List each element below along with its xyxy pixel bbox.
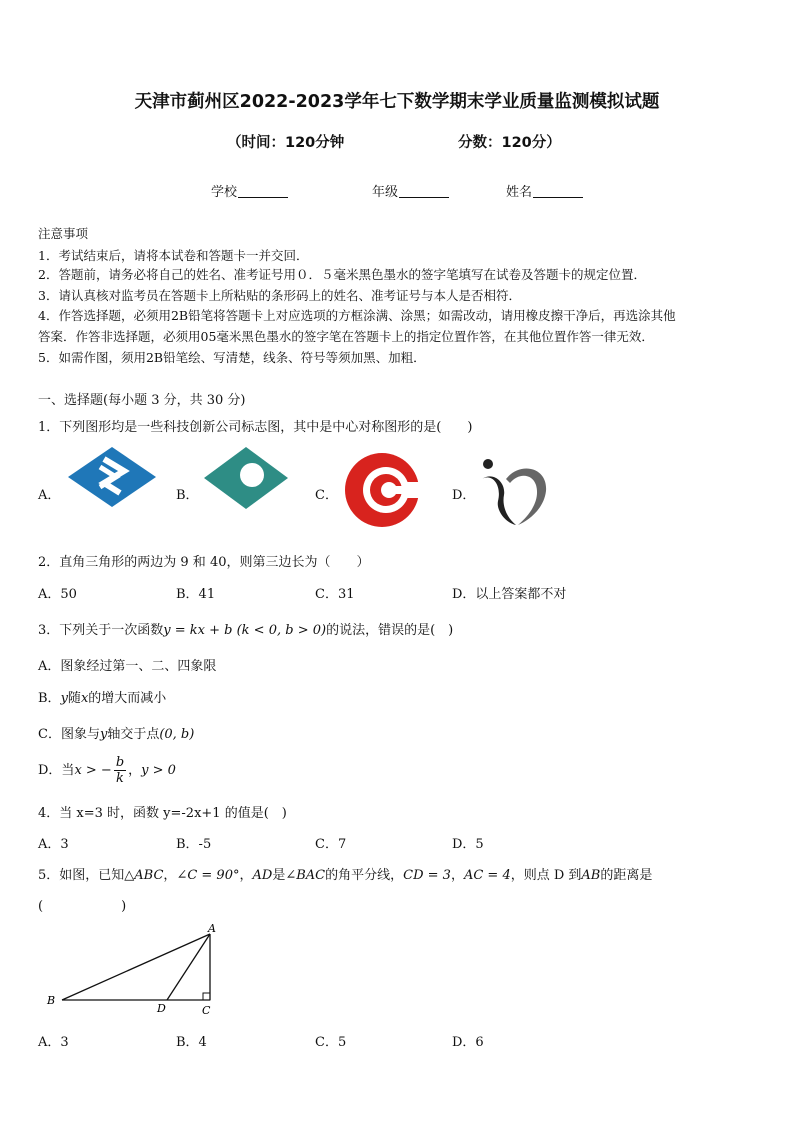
q3-d-numerator: b [115,755,125,770]
school-blank [238,197,288,198]
logo-d-icon [476,455,552,531]
q5-stem-g: ，则点 D 到 [510,868,582,883]
name-blank [533,197,583,198]
q3-stem-math: y = kx + b (k < 0, b > 0) [163,623,327,638]
q3-option-a: A．图象经过第一、二、四象限 [38,659,217,674]
logo-a-icon [64,445,160,509]
name-field [506,181,583,200]
logo-b-icon [202,445,290,511]
school-field [211,181,288,200]
q1-stem: 1．下列图形均是一些科技创新公司标志图，其中是中心对称图形的是( ) [38,420,473,435]
section-heading: 一、选择题(每小题 3 分，共 30 分) [38,393,246,408]
q5-angle-c: ∠C = 90° [176,868,240,883]
q3-b-y: y [60,691,68,706]
q2-option-b: B．41 [176,587,216,602]
q3-d-x: x > − [74,763,112,778]
q5-stem-f: ， [450,868,464,883]
q4-option-a: A．3 [38,837,69,852]
q3-b-prefix: B． [38,691,61,706]
exam-title: 天津市蓟州区2022-2023学年七下数学期末学业质量监测模拟试题 [134,92,660,112]
q5-answer-paren: ( ) [38,899,127,914]
q5-stem-b: ， [163,868,177,883]
q4-option-c: C．7 [315,837,347,852]
q3-option-b [38,687,166,706]
q1-option-b-label: B． [176,488,199,503]
q5-stem-c: ， [239,868,253,883]
notice-item-2: 2．答题前，请务必将自己的姓名、准考证号用０．５毫米黑色墨水的签字笔填写在试卷及答题卡的规定位置． [38,267,646,282]
q3-b-x: x [80,691,89,706]
notice-item-1: 1．考试结束后，请将本试卷和答题卡一并交回． [38,248,309,263]
q3-d-prefix: D．当 [38,763,75,778]
q5-option-b: B．4 [176,1035,207,1050]
q5-option-d: D．6 [452,1035,484,1050]
q3-stem-pre: 3．下列关于一次函数 [38,623,164,638]
q2-option-c: C．31 [315,587,355,602]
q5-option-c: C．5 [315,1035,347,1050]
q1-option-a-label: A． [38,488,61,503]
grade-blank [399,197,449,198]
q3-option-c [38,723,194,742]
q5-angle-bac: ∠BAC [285,868,326,883]
q5-option-a: A．3 [38,1035,69,1050]
q3-c-point: (0, b) [159,727,195,742]
q5-stem-e: 的角平分线， [325,868,404,883]
q3-d-fraction [114,755,126,786]
q3-b-post: 的增大而减小 [88,691,167,706]
q3-d-y: y > 0 [141,763,176,778]
q5-stem-d: 是 [272,868,286,883]
notice-item-4-cont: 答案．作答非选择题，必须用05毫米黑色墨水的签字笔在答题卡上的指定位置作答，在其他位置作答一律无效． [38,329,654,344]
q2-option-d: D．以上答案都不对 [452,587,567,602]
school-label: 学校 [211,185,238,200]
notice-item-4: 4．作答选择题，必须用2B铅笔将答题卡上对应选项的方框涂满、涂黑；如需改动，请用橡皮擦干净后，再选涂其他 [38,308,676,323]
q2-stem: 2．直角三角形的两边为 9 和 40，则第三边长为（ ） [38,555,370,570]
q5-ad: AD [252,868,273,883]
notice-heading: 注意事项 [38,226,89,241]
label-d: D [157,1002,166,1015]
q5-stem [38,864,652,883]
q1-option-c-label: C． [315,488,338,503]
q5-triangle-figure [40,920,230,1020]
q3-c-y: y [99,727,108,742]
label-b: B [47,994,56,1007]
right-angle-mark [203,993,210,1000]
q3-c-prefix: C．图象与 [38,727,100,742]
q3-option-d [38,755,176,786]
notice-item-3: 3．请认真核对监考员在答题卡上所粘贴的条形码上的姓名、准考证号与本人是否相符． [38,288,521,303]
notice-item-5: 5．如需作图，须用2B铅笔绘、写清楚，线条、符号等须加黑、加粗． [38,350,426,365]
q3-stem-post: 的说法，错误的是( ) [326,623,454,638]
exam-time: （时间：120分钟 [227,135,345,151]
q5-cd: CD = 3 [403,868,451,883]
q4-stem: 4．当 x=3 时，函数 y=-2x+1 的值是( ) [38,806,287,821]
label-c: C [202,1004,211,1017]
label-a: A [208,922,216,935]
grade-field [372,181,449,200]
q3-c-mid: 轴交于点 [107,727,160,742]
q3-d-post: ， [128,763,142,778]
name-label: 姓名 [506,185,533,200]
q3-stem [38,619,453,638]
q5-ab: AB [581,868,601,883]
exam-score: 分数：120分） [458,135,561,151]
grade-label: 年级 [372,185,399,200]
q4-option-b: B．-5 [176,837,212,852]
logo-c-icon [340,448,424,532]
q5-stem-a: 5．如图，已知 [38,868,125,883]
q3-d-denominator: k [116,771,124,786]
q3-b-mid: 随 [67,691,81,706]
q1-option-d-label: D． [452,488,476,503]
q2-option-a: A．50 [38,587,77,602]
q5-ac: AC = 4 [463,868,511,883]
q5-stem-h: 的距离是 [600,868,653,883]
q4-option-d: D．5 [452,837,484,852]
q5-triangle: △ABC [124,868,164,883]
